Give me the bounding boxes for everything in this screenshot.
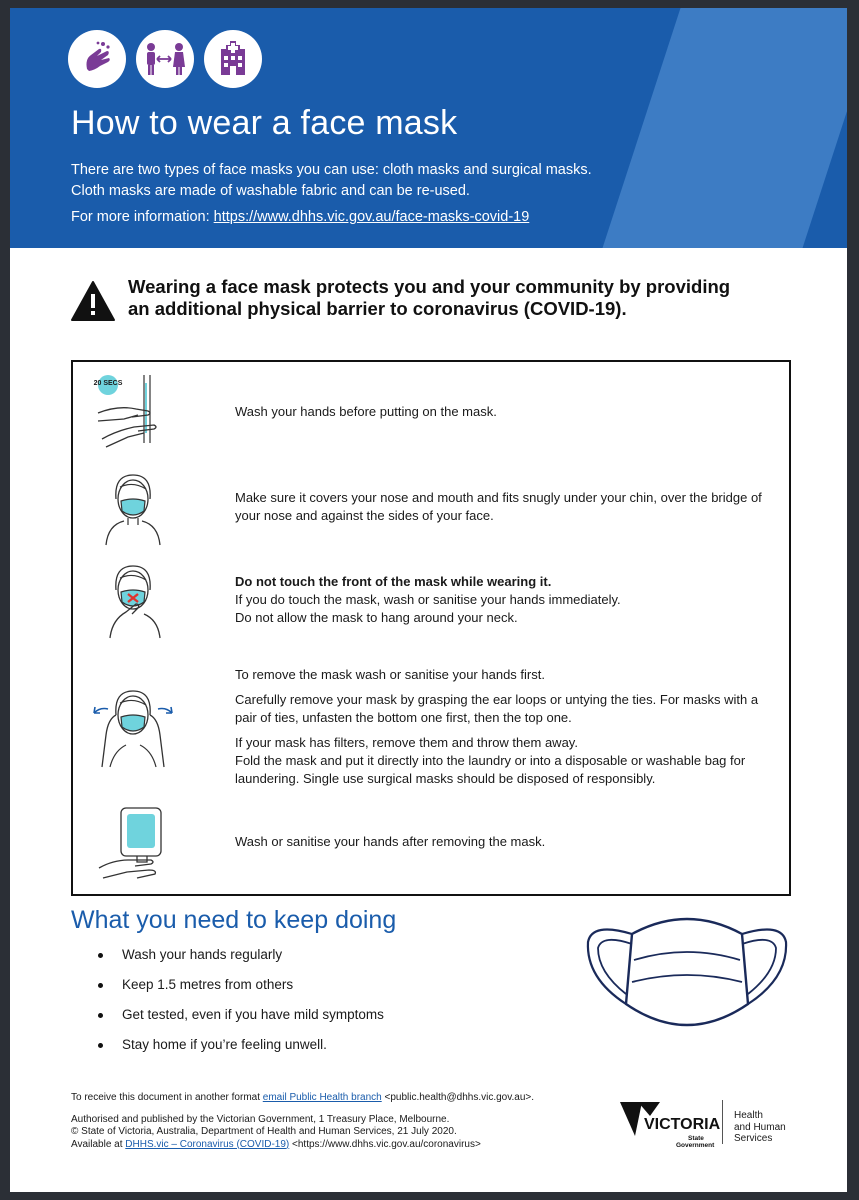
footer-text: <https://www.dhhs.vic.gov.au/coronavirus> xyxy=(289,1138,481,1150)
step-text xyxy=(235,666,775,788)
step-bold-text: Do not touch the front of the mask while wearing it. xyxy=(235,574,552,589)
footer-accessibility xyxy=(71,1092,534,1105)
more-info-link[interactable]: https://www.dhhs.vic.gov.au/face-masks-covid-19 xyxy=(213,209,530,225)
department-name xyxy=(734,1110,786,1145)
step-4 xyxy=(73,652,789,802)
intro-line: There are two types of face masks you can use: cloth masks and surgical masks. xyxy=(71,162,592,178)
department-line: Health xyxy=(734,1110,763,1121)
logo-sub: Government xyxy=(676,1142,715,1149)
footer-text: Available at xyxy=(71,1138,126,1150)
hand-wash-20-secs-icon xyxy=(73,373,193,451)
banner-decoration xyxy=(590,8,847,248)
logo-sub: State xyxy=(688,1135,704,1142)
step-2 xyxy=(73,464,789,549)
page-title: How to wear a face mask xyxy=(71,104,458,142)
hospital-icon xyxy=(204,30,262,88)
footer-available xyxy=(71,1139,534,1152)
step-paragraph: Do not allow the mask to hang around your neck. xyxy=(235,610,518,625)
steps-box xyxy=(71,360,791,896)
department-line: Services xyxy=(734,1133,773,1144)
keep-doing-title: What you need to keep doing xyxy=(71,906,397,934)
warning-triangle-icon xyxy=(70,280,116,322)
header-banner xyxy=(10,8,847,248)
badge-number: 20 SECS xyxy=(93,380,123,387)
step-text xyxy=(235,833,775,851)
document-page xyxy=(10,8,847,1192)
step-paragraph: If you do touch the mask, wash or sanitise your hands immediately. xyxy=(235,592,621,607)
list-item: Wash your hands regularly xyxy=(90,944,384,974)
physical-distance-icon xyxy=(136,30,194,88)
department-line: and Human xyxy=(734,1121,786,1133)
no-touch-mask-icon xyxy=(73,560,193,640)
remove-mask-icon xyxy=(73,685,193,769)
footer-line: Authorised and published by the Victorian Government, 1 Treasury Place, Melbourne. xyxy=(71,1113,450,1125)
step-paragraph: If your mask has filters, remove them and throw them away. xyxy=(235,735,578,750)
step-text xyxy=(235,489,775,525)
warning-line: an additional physical barrier to coronavirus (COVID-19). xyxy=(128,298,627,319)
footer-line: © State of Victoria, Australia, Department of Health and Human Services, 21 July 2020. xyxy=(71,1126,457,1137)
hand-sanitiser-icon xyxy=(73,804,193,880)
warning-line: Wearing a face mask protects you and your community by providing xyxy=(128,276,731,297)
step-text xyxy=(235,403,775,421)
step-5 xyxy=(73,802,789,882)
step-paragraph: Fold the mask and put it directly into the laundry or into a disposable or washable bag for laundering. Single use surgical masks should be disposed of responsibly. xyxy=(235,753,746,786)
coronavirus-link[interactable]: DHHS.vic – Coronavirus (COVID-19) xyxy=(125,1138,290,1150)
logo-wordmark: VICTORIA xyxy=(644,1116,721,1133)
warning-text xyxy=(128,276,730,320)
step-1 xyxy=(73,372,789,452)
hand-washing-icon xyxy=(68,30,126,88)
list-item: Keep 1.5 metres from others xyxy=(90,974,384,1004)
email-link[interactable]: email Public Health branch xyxy=(262,1092,382,1103)
logo-divider xyxy=(722,1100,723,1144)
step-3 xyxy=(73,560,789,640)
keep-doing-list xyxy=(90,944,384,1064)
more-info xyxy=(71,209,529,225)
footer xyxy=(71,1092,534,1151)
footer-text: To receive this document in another format xyxy=(71,1092,263,1103)
step-paragraph: Wash your hands before putting on the mask. xyxy=(235,404,497,419)
step-paragraph: Carefully remove your mask by grasping the ear loops or untying the ties. For masks with a pair of ties, unfasten the bottom one first, then the top one. xyxy=(235,692,759,725)
step-paragraph: Make sure it covers your nose and mouth and fits snugly under your chin, over the bridge of your nose and against the sides of your face. xyxy=(235,489,762,523)
list-item: Stay home if you’re feeling unwell. xyxy=(90,1034,384,1064)
step-text xyxy=(235,573,775,627)
face-mask-illustration-icon xyxy=(582,908,792,1038)
warning-callout xyxy=(70,276,810,322)
footer-text: <public.health@dhhs.vic.gov.au>. xyxy=(381,1092,535,1103)
header-icon-row xyxy=(68,30,262,88)
intro-text xyxy=(71,160,691,202)
more-info-label: For more information: xyxy=(71,209,214,225)
intro-line: Cloth masks are made of washable fabric and can be re-used. xyxy=(71,183,470,199)
list-item: Get tested, even if you have mild symptoms xyxy=(90,1004,384,1034)
step-paragraph: Wash or sanitise your hands after removing the mask. xyxy=(235,834,546,849)
step-paragraph: To remove the mask wash or sanitise your hands first. xyxy=(235,667,545,682)
mask-on-face-icon xyxy=(73,467,193,547)
